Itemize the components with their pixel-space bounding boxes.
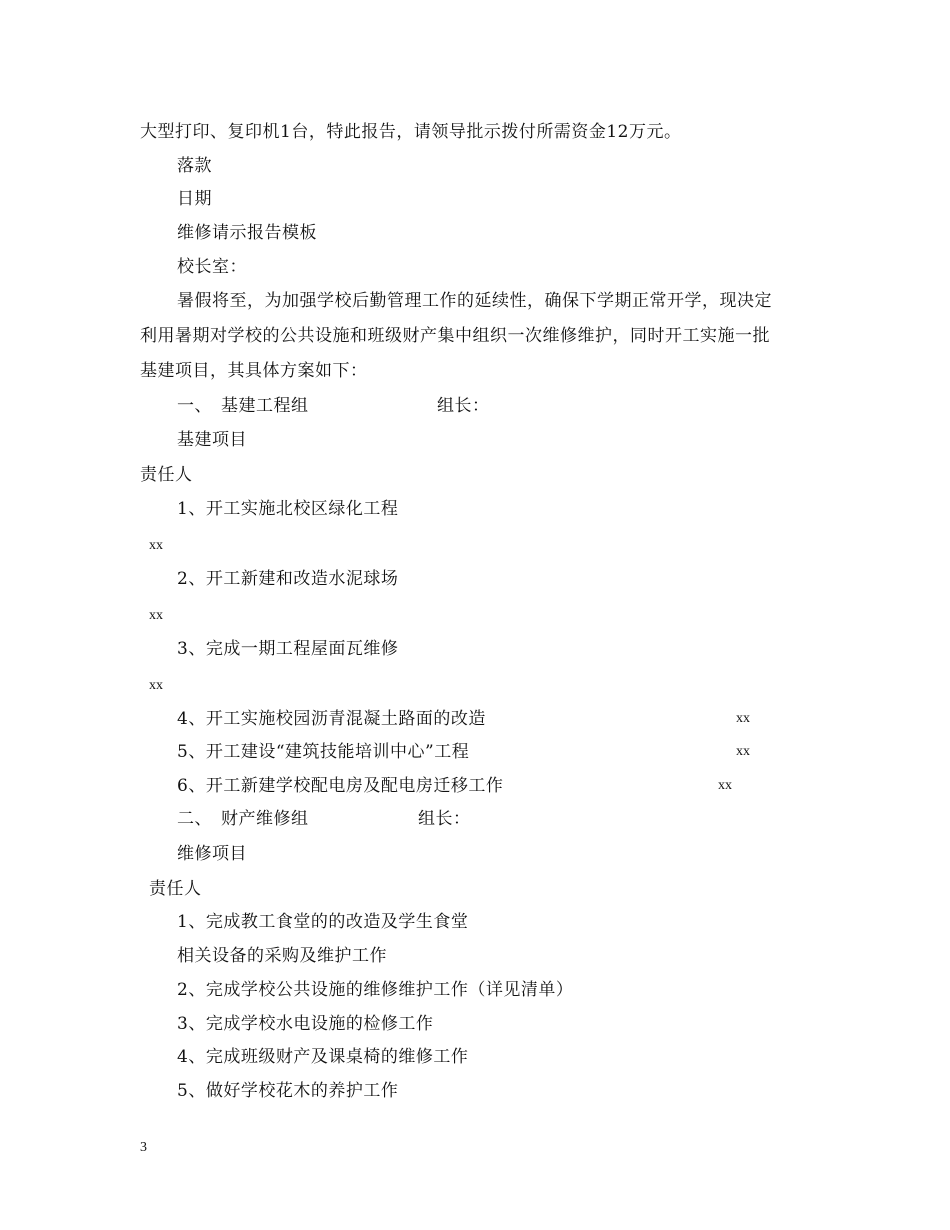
section2-item: 1、完成教工食堂的的改造及学生食堂: [177, 912, 469, 932]
section2-item: 相关设备的采购及维护工作: [177, 946, 387, 966]
section1-item: 4、开工实施校园沥青混凝土路面的改造: [177, 709, 486, 729]
section1-item: 2、开工新建和改造水泥球场: [177, 569, 399, 589]
section1-item: 5、开工建设“建筑技能培训中心”工程: [177, 742, 470, 762]
section2-title: 二、 财产维修组: [177, 809, 309, 829]
section1-item-person: xx: [149, 608, 163, 623]
section2-project-header: 维修项目: [177, 844, 247, 864]
section1-item-person: xx: [718, 778, 732, 793]
section1-item: 3、完成一期工程屋面瓦维修: [177, 639, 399, 659]
section2-item: 3、完成学校水电设施的检修工作: [177, 1014, 434, 1034]
section1-project-header: 基建项目: [177, 430, 247, 450]
section2-item: 2、完成学校公共设施的维修维护工作（详见清单）: [177, 980, 574, 1000]
intro-end-text: 大型打印、复印机1台，特此报告，请领导批示拨付所需资金12万元。: [140, 122, 682, 142]
section1-item-person: xx: [736, 744, 750, 759]
body-paragraph-line: 基建项目，其具体方案如下：: [140, 361, 368, 381]
body-paragraph-line: 利用暑期对学校的公共设施和班级财产集中组织一次维修维护，同时开工实施一批: [140, 326, 770, 346]
section1-item: 6、开工新建学校配电房及配电房迁移工作: [177, 776, 504, 796]
section1-responsible-header: 责任人: [140, 465, 193, 485]
section1-item-person: xx: [149, 538, 163, 553]
page-number: 3: [140, 1140, 147, 1155]
section2-responsible-header: 责任人: [149, 879, 202, 899]
section1-title: 一、 基建工程组: [177, 396, 309, 416]
date-label: 日期: [177, 189, 212, 209]
section2-item: 4、完成班级财产及课桌椅的维修工作: [177, 1047, 469, 1067]
section1-item-person: xx: [736, 711, 750, 726]
section1-leader-label: 组长：: [437, 396, 490, 416]
recipient: 校长室：: [177, 257, 247, 277]
section2-leader-label: 组长：: [418, 809, 471, 829]
body-paragraph-line: 暑假将至，为加强学校后勤管理工作的延续性，确保下学期正常开学，现决定: [177, 291, 772, 311]
section1-item-person: xx: [149, 678, 163, 693]
signature-label: 落款: [177, 156, 212, 176]
section2-item: 5、做好学校花木的养护工作: [177, 1081, 399, 1101]
template-title: 维修请示报告模板: [177, 223, 317, 243]
section1-item: 1、开工实施北校区绿化工程: [177, 499, 399, 519]
